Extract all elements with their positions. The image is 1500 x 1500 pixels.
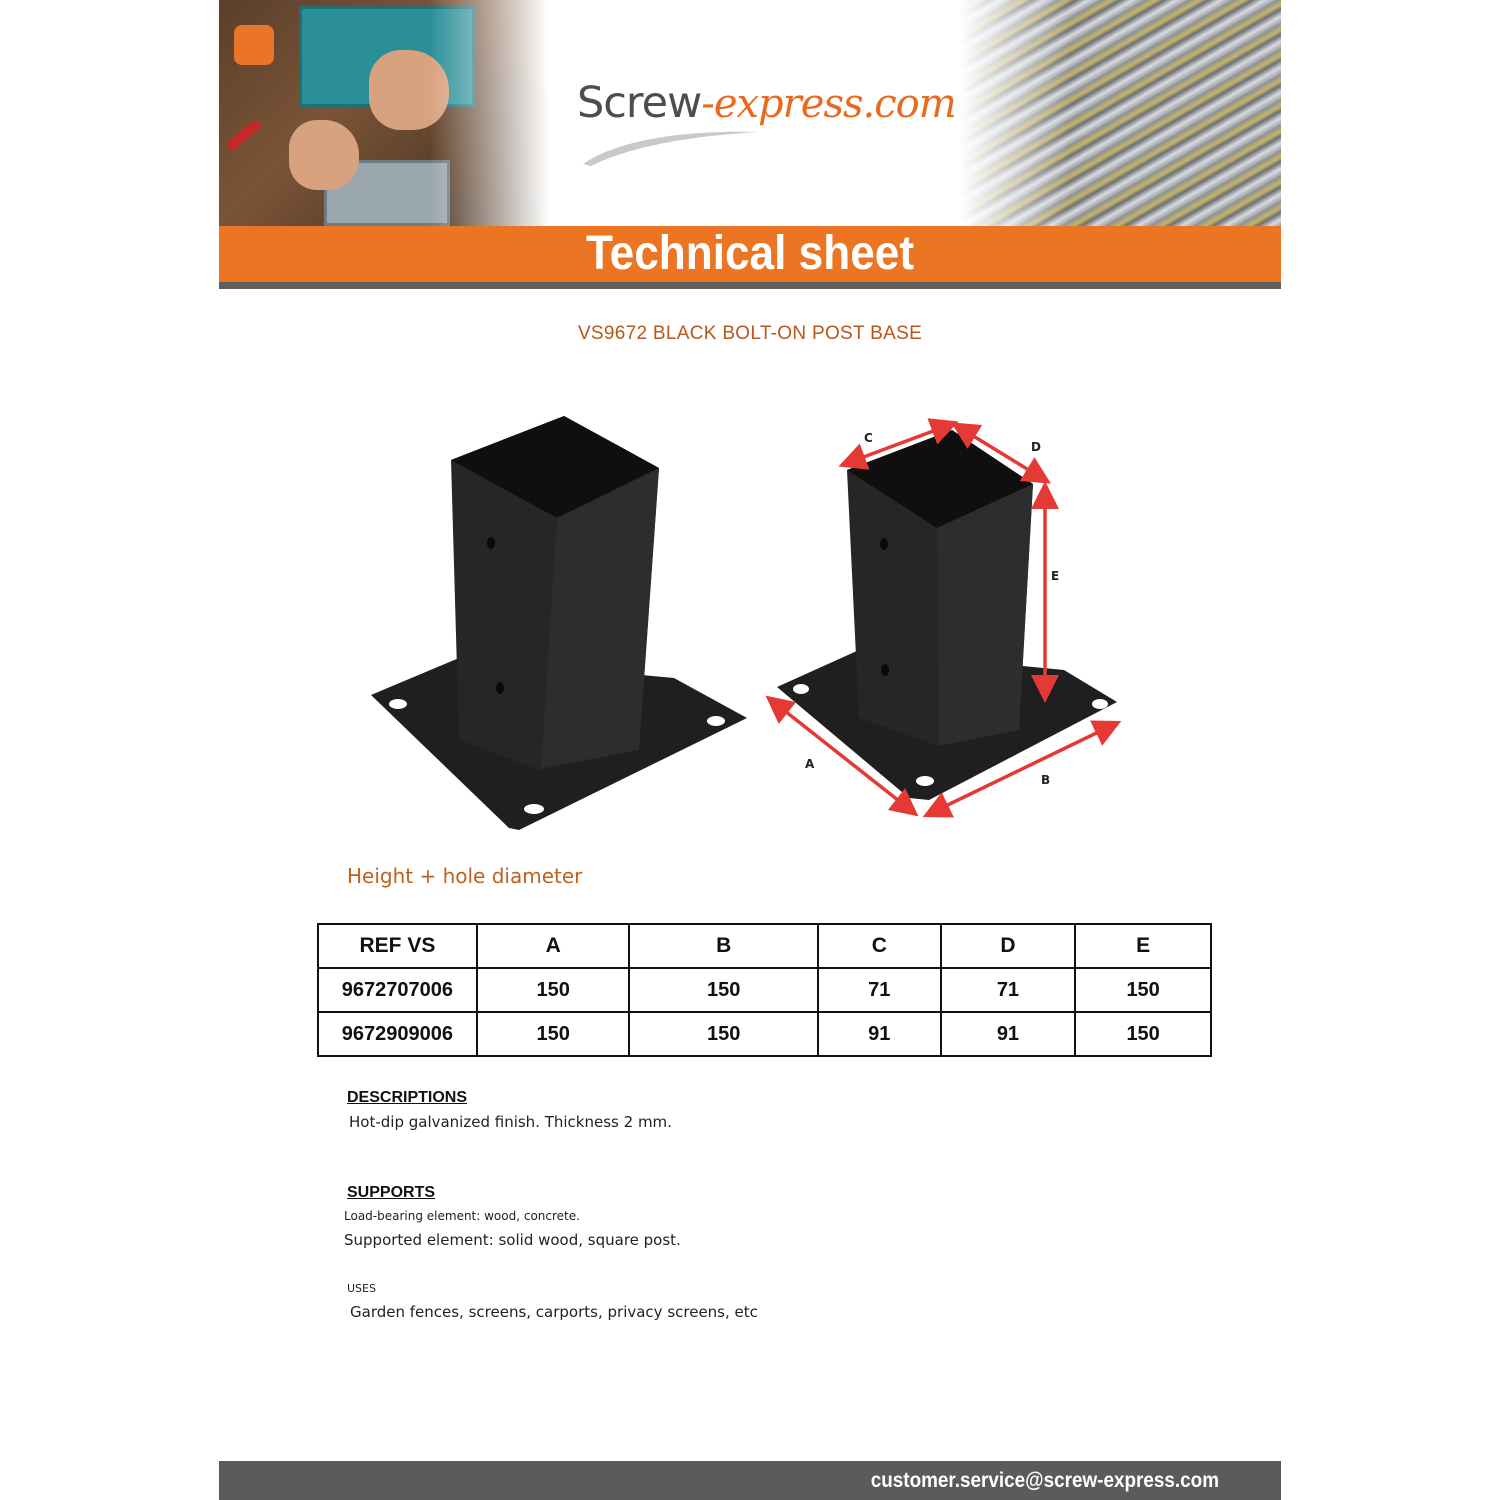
brand-name-part1: Screw xyxy=(577,78,702,128)
dimension-label-c: C xyxy=(864,431,873,445)
logo-swoosh xyxy=(581,128,761,168)
table-cell: 9672909006 xyxy=(318,1012,477,1056)
screwdriver-icon xyxy=(225,118,262,151)
supports-line-2: Supported element: solid wood, square post. xyxy=(344,1231,681,1249)
table-header-cell: A xyxy=(477,924,630,968)
title-bar xyxy=(219,226,1281,282)
table-cell: 71 xyxy=(818,968,941,1012)
dimension-label-b: B xyxy=(1041,773,1051,787)
hand xyxy=(369,50,449,130)
table-header-cell: D xyxy=(941,924,1076,968)
descriptions-heading: DESCRIPTIONS xyxy=(347,1089,468,1106)
dimensions-table xyxy=(317,923,1212,1057)
technical-sheet xyxy=(219,0,1281,1500)
table-cell: 150 xyxy=(629,968,818,1012)
contact-email[interactable]: customer.service@screw-express.com xyxy=(870,1469,1219,1492)
table-header-cell: REF VS xyxy=(318,924,477,968)
brand-logo xyxy=(577,78,956,128)
post-base-left xyxy=(371,416,747,830)
table-cell: 150 xyxy=(629,1012,818,1056)
section-title: Height + hole diameter xyxy=(347,864,583,888)
supports-line-1: Load-bearing element: wood, concrete. xyxy=(344,1209,580,1223)
descriptions-text: Hot-dip galvanized finish. Thickness 2 mm. xyxy=(349,1113,672,1131)
brand-name-part2: -express.com xyxy=(701,81,956,127)
workshop-photo xyxy=(219,0,549,226)
header-banner xyxy=(219,0,1281,226)
table-cell: 150 xyxy=(1075,1012,1211,1056)
hand xyxy=(289,120,359,190)
table-cell: 150 xyxy=(477,1012,630,1056)
table-row xyxy=(318,1012,1211,1056)
footer-bar xyxy=(219,1461,1281,1500)
table-cell: 150 xyxy=(477,968,630,1012)
table-cell: 91 xyxy=(818,1012,941,1056)
product-title: VS9672 BLACK BOLT-ON POST BASE xyxy=(577,323,923,344)
table-header-cell: C xyxy=(818,924,941,968)
table-cell: 91 xyxy=(941,1012,1076,1056)
uses-text: Garden fences, screens, carports, privacy screens, etc xyxy=(350,1303,758,1321)
supports-heading: SUPPORTS xyxy=(347,1184,436,1201)
table-cell: 71 xyxy=(941,968,1076,1012)
table-header-cell: B xyxy=(629,924,818,968)
dimension-label-e: E xyxy=(1051,569,1060,583)
uses-heading: USES xyxy=(347,1282,376,1295)
divider xyxy=(219,282,1281,289)
table-header-row xyxy=(318,924,1211,968)
screws-photo xyxy=(959,0,1281,226)
dimension-label-a: A xyxy=(805,757,815,771)
product-illustrations xyxy=(219,400,1281,840)
table-header-cell: E xyxy=(1075,924,1211,968)
sheet-title: Technical sheet xyxy=(585,227,915,280)
product-figures xyxy=(219,400,1281,840)
table-cell: 150 xyxy=(1075,968,1211,1012)
tape-measure-icon xyxy=(234,25,274,65)
table-row xyxy=(318,968,1211,1012)
table-cell: 9672707006 xyxy=(318,968,477,1012)
dimension-label-d: D xyxy=(1031,440,1041,454)
